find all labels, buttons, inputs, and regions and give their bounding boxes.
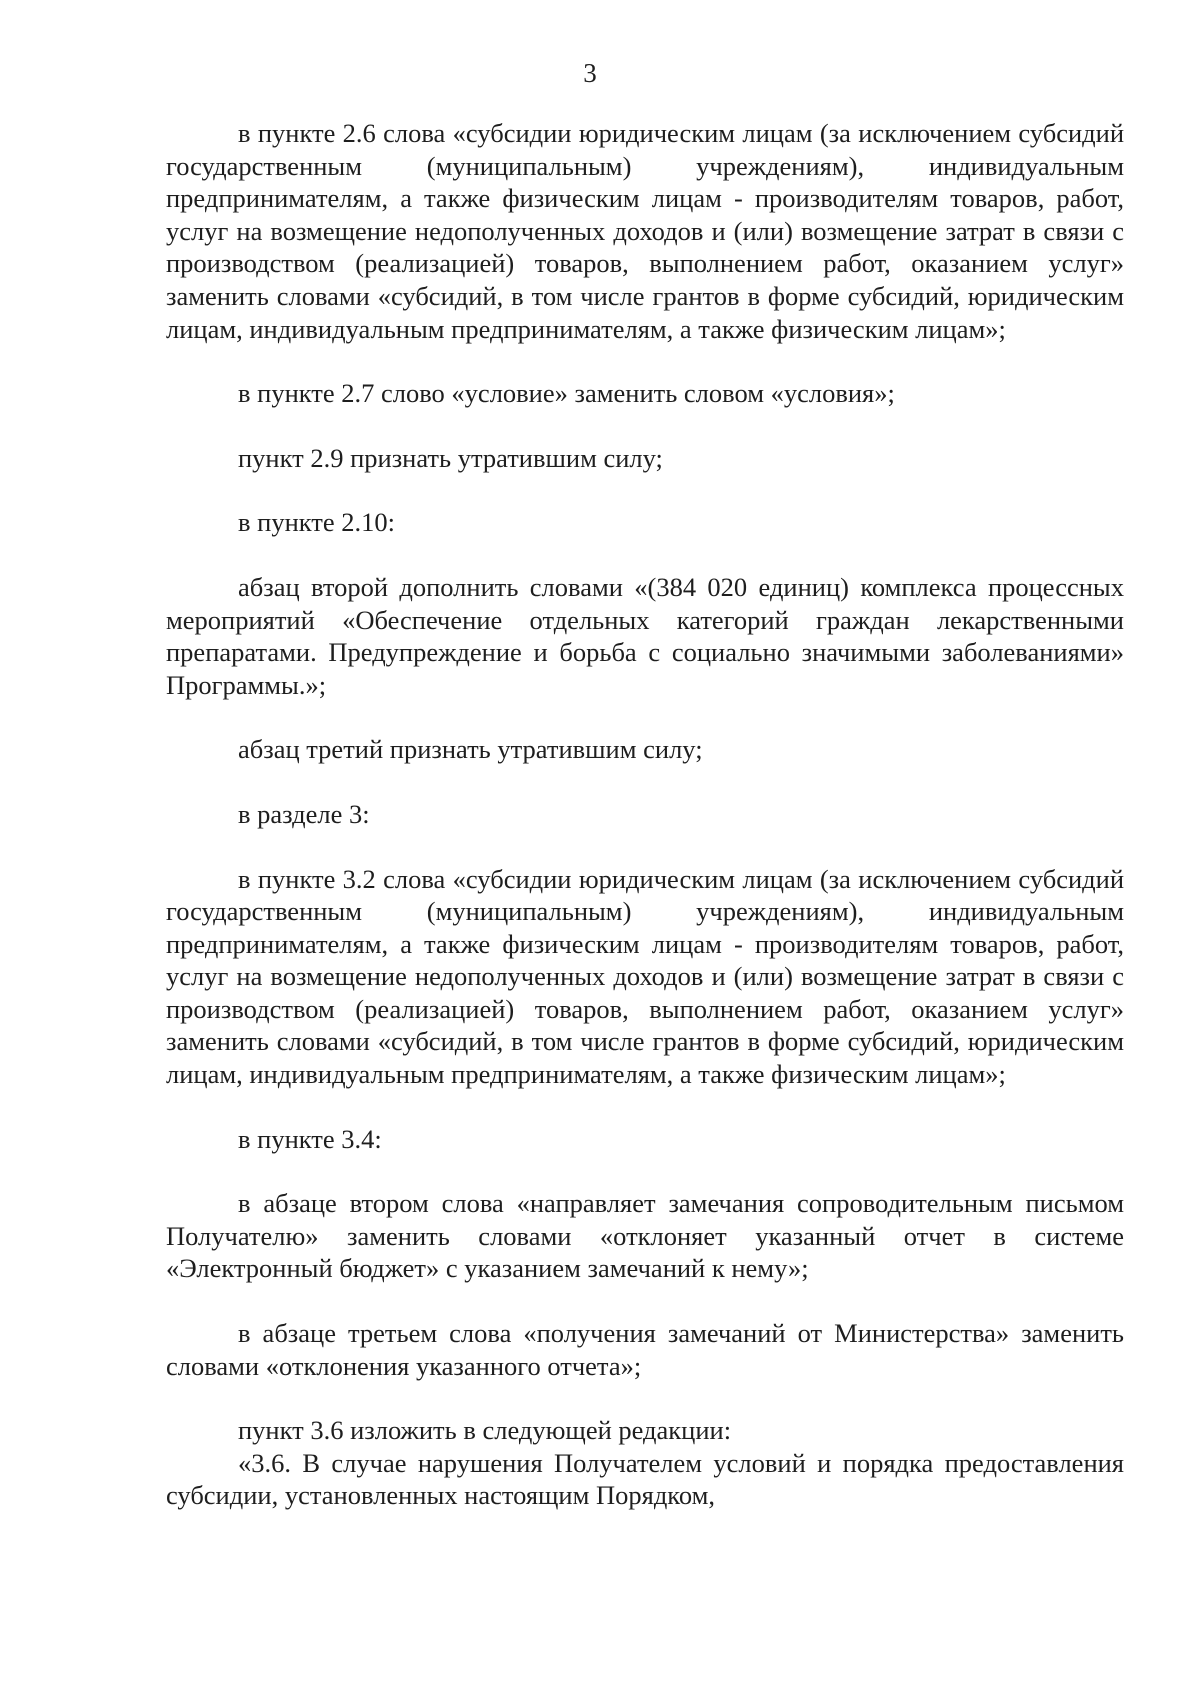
paragraph-3-4-abzac-3: в абзаце третьем слова «получения замечаний от Министерства» заменить словами «отклонения указанного отчета»;	[166, 1318, 1124, 1381]
paragraph-3-6-heading: пункт 3.6 изложить в следующей редакции:	[238, 1415, 732, 1446]
paragraph-3-4-abzac-2: в абзаце втором слова «направляет замечания сопроводительным письмом Получателю» заменить словами «отклоняет указанный отчет в системе «Электронный бюджет» с указанием замечаний к нему»;	[166, 1188, 1124, 1284]
paragraph-2-9: пункт 2.9 признать утратившим силу;	[238, 442, 663, 473]
paragraph-3-6-text: «3.6. В случае нарушения Получателем условий и порядка предоставления субсидии, установленных настоящим Порядком,	[166, 1447, 1124, 1511]
paragraph-2-10-heading: в пункте 2.10:	[238, 507, 395, 538]
paragraph-2-10-abzac-2: абзац второй дополнить словами «(384 020 единиц) комплекса процессных мероприятий «Обеспечение отдельных категорий граждан лекарственными препаратами. Предупреждение и борьба с социально значимыми заболеваниями» Программы.»;	[166, 571, 1124, 700]
paragraph-2-6: в пункте 2.6 слова «субсидии юридическим лицам (за исключением субсидий государственным (муниципальным) учреждениям), индивидуальным предпринимателям, а также физическим лицам - производителям товаров, работ, услуг на возмещение недополученных доходов и (или) возмещение затрат в связи с производством (реализацией) товаров, выполнением работ, оказанием услуг» заменить словами «субсидий, в том числе грантов в форме субсидий, юридическим лицам, индивидуальным предпринимателям, а также физическим лицам»;	[166, 118, 1124, 344]
paragraph-3-2: в пункте 3.2 слова «субсидии юридическим лицам (за исключением субсидий государственным (муниципальным) учреждениям), индивидуальным предпринимателям, а также физическим лицам - производителям товаров, работ, услуг на возмещение недополученных доходов и (или) возмещение затрат в связи с производством (реализацией) товаров, выполнением работ, оказанием услуг» заменить словами «субсидий, в том числе грантов в форме субсидий, юридическим лицам, индивидуальным предпринимателям, а также физическим лицам»;	[166, 863, 1124, 1090]
paragraph-2-10-abzac-3: абзац третий признать утратившим силу;	[238, 734, 703, 765]
document-body	[166, 117, 1124, 1512]
page-number: 3	[583, 58, 597, 88]
paragraph-2-7: в пункте 2.7 слово «условие» заменить словом «условия»;	[238, 378, 895, 409]
paragraph-3-4-heading: в пункте 3.4:	[238, 1123, 382, 1154]
section-3-heading: в разделе 3:	[238, 798, 370, 829]
